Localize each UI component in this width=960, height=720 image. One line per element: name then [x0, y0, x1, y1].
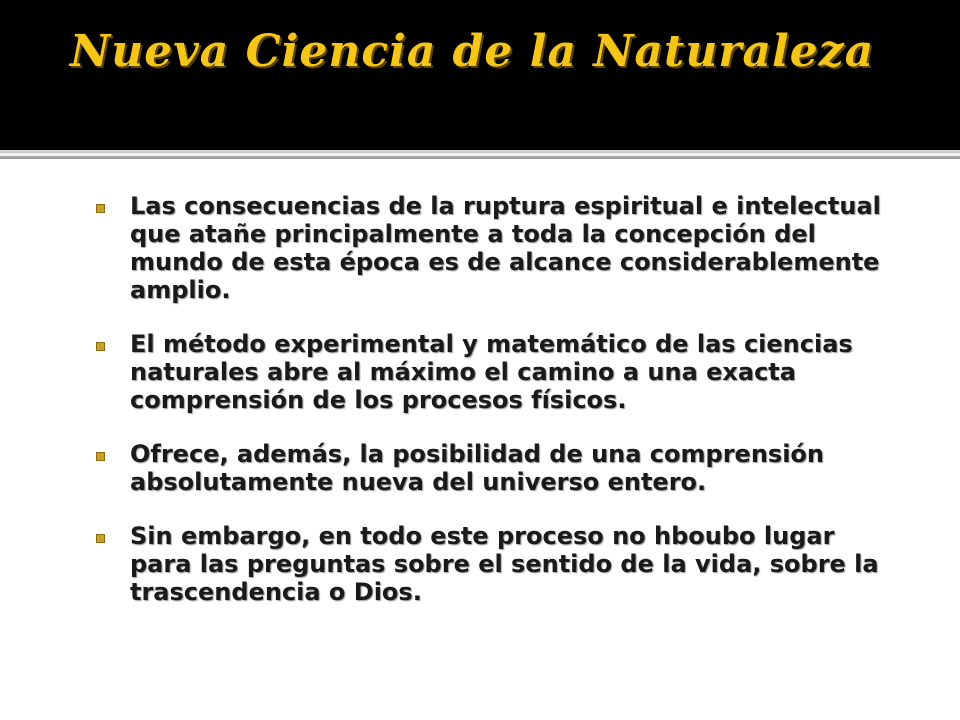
bullet-text: Las consecuencias de la ruptura espiritual e intelectual que atañe principalmente a toda la concepción del mundo de esta época es de alcance considerablemente amplio. [130, 192, 881, 304]
square-bullet-icon [96, 534, 105, 543]
title-bar [0, 0, 960, 150]
square-bullet-icon [96, 204, 105, 213]
bullet-item [96, 192, 896, 304]
title-divider-highlight [0, 153, 960, 156]
slide-title: Nueva Ciencia de la Naturaleza [70, 26, 875, 77]
bullet-item [96, 440, 896, 496]
bullet-text: El método experimental y matemático de las ciencias naturales abre al máximo el camino a una exacta comprensión de los procesos físicos. [130, 330, 853, 414]
bullet-list [96, 192, 896, 632]
square-bullet-icon [96, 452, 105, 461]
bullet-item [96, 330, 896, 414]
square-bullet-icon [96, 342, 105, 351]
bullet-item [96, 522, 896, 606]
bullet-text: Ofrece, además, la posibilidad de una comprensión absolutamente nueva del universo entero. [130, 440, 824, 496]
bullet-text: Sin embargo, en todo este proceso no hboubo lugar para las preguntas sobre el sentido de la vida, sobre la trascendencia o Dios. [130, 522, 879, 606]
